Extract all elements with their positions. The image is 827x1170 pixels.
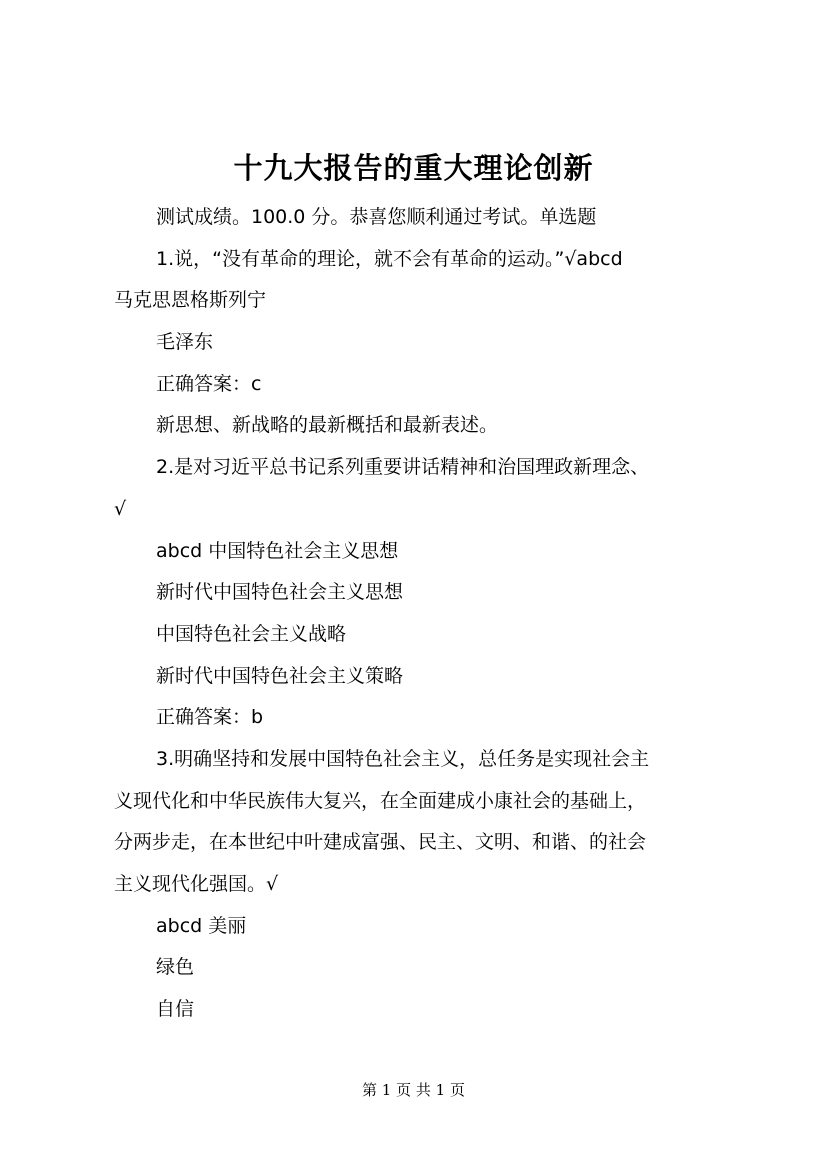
document-title: 十九大报告的重大理论创新 bbox=[233, 151, 594, 185]
question-1-text: 1.说，“没有革命的理论，就不会有革命的运动。”√abcd bbox=[156, 247, 623, 270]
question-2-text-part: 新思想、新战略的最新概括和最新表述。 bbox=[156, 414, 499, 437]
question-2-checkmark: √ bbox=[114, 497, 127, 520]
question-3-option: 自信 bbox=[156, 998, 195, 1021]
question-3-text: 3.明确坚持和发展中国特色社会主义，总任务是实现社会主 bbox=[156, 747, 650, 770]
question-2-text: 2.是对习近平总书记系列重要讲话精神和治国理政新理念、 bbox=[156, 456, 650, 479]
question-3-text: 主义现代化强国。√ bbox=[114, 873, 279, 895]
question-3-text: 分两步走，在本世纪中叶建成富强、民主、文明、和谐、的社会 bbox=[114, 831, 647, 854]
question-3-text: 义现代化和中华民族伟大复兴，在全面建成小康社会的基础上， bbox=[114, 789, 647, 812]
page-footer: 第 1 页 共 1 页 bbox=[362, 1081, 465, 1099]
question-1-option: 毛泽东 bbox=[156, 331, 214, 354]
question-2-answer: 正确答案：b bbox=[156, 706, 264, 729]
score-line: 测试成绩。100.0 分。恭喜您顺利通过考试。单选题 bbox=[156, 206, 597, 228]
question-3-option: 绿色 bbox=[156, 956, 195, 979]
question-2-option: 新时代中国特色社会主义策略 bbox=[156, 664, 404, 687]
question-1-option: 马克思恩格斯列宁 bbox=[114, 289, 267, 312]
question-2-option: 中国特色社会主义战略 bbox=[156, 622, 347, 645]
question-2-option: 新时代中国特色社会主义思想 bbox=[156, 581, 404, 604]
question-3-option: abcd 美丽 bbox=[156, 914, 247, 937]
question-2-option: abcd 中国特色社会主义思想 bbox=[156, 539, 399, 562]
document-body bbox=[114, 197, 744, 1031]
question-1-answer: 正确答案：c bbox=[156, 372, 262, 395]
